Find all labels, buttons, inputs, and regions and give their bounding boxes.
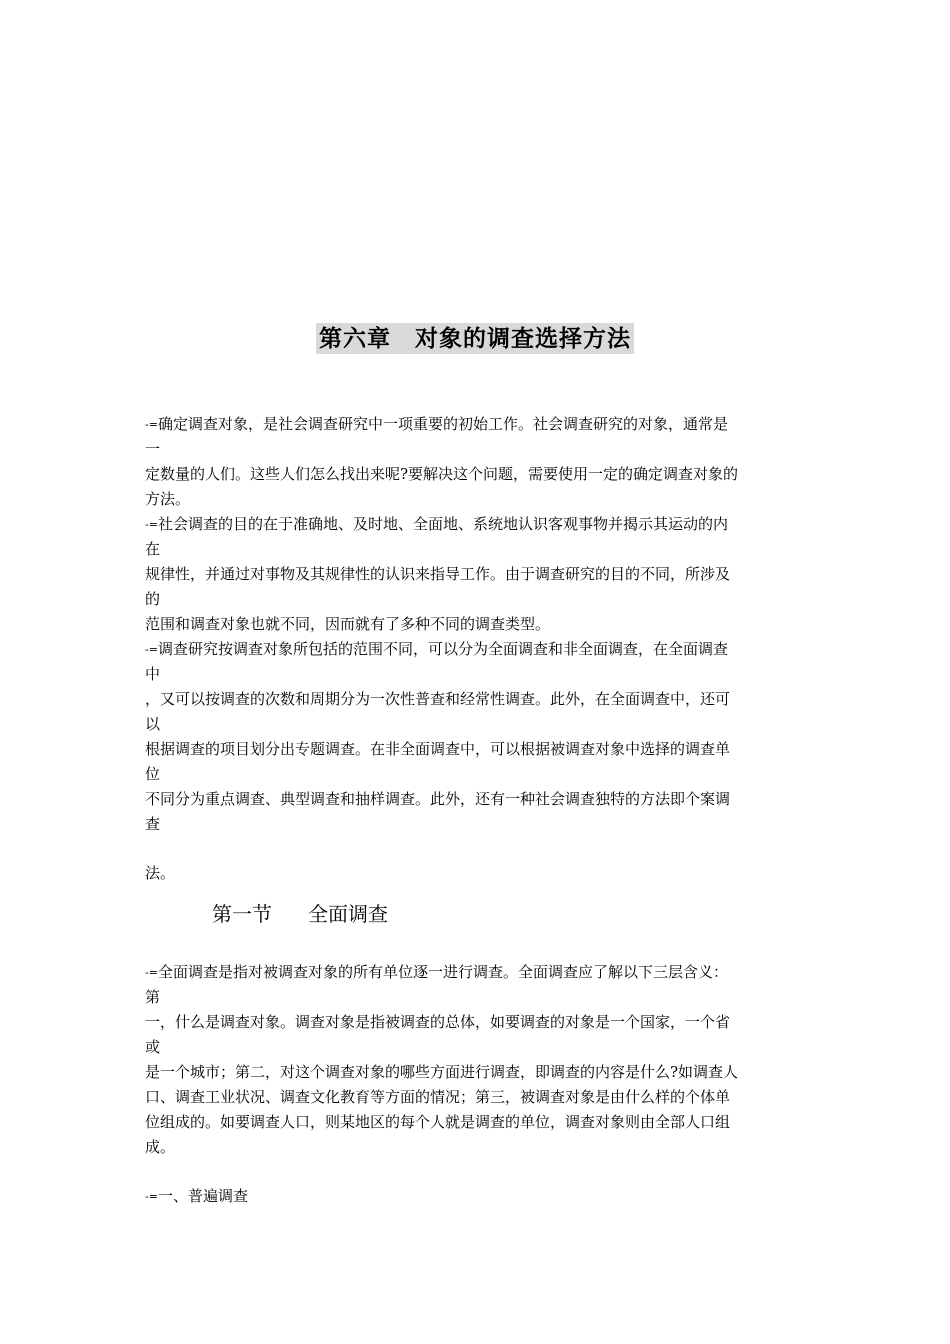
subheading-text: 一、普遍调查 — [157, 1187, 248, 1205]
paragraph-4-line-5: 是一个城市；第二，对这个调查对象的哪些方面进行调查，即调查的内容是什么?如调查人 — [145, 1063, 739, 1081]
paragraph-3-line-9: 法。 — [145, 864, 176, 882]
section-name: 全面调查 — [308, 902, 388, 926]
paragraph-2-line-3: 规律性，并通过对事物及其规律性的认识来指导工作。由于调查研究的目的不同，所涉及 — [145, 565, 731, 583]
paragraph-4-line-2: 第 — [145, 988, 161, 1006]
paragraph-marker: -= — [145, 966, 158, 979]
paragraph-4-line-7: 位组成的。如要调查人口，则某地区的每个人就是调查的单位，调查对象则由全部人口组 — [145, 1113, 731, 1131]
paragraph-1-line-4: 方法。 — [145, 490, 191, 508]
paragraph-2-line-5: 范围和调查对象也就不同，因而就有了多种不同的调查类型。 — [145, 615, 551, 633]
paragraph-1-line-3: 定数量的人们。这些人们怎么找出来呢?要解决这个问题，需要使用一定的确定调查对象的 — [145, 465, 739, 483]
paragraph-marker: -= — [145, 418, 158, 431]
chapter-title-text: 第六章 对象的调查选择方法 — [316, 323, 634, 354]
paragraph-marker: -= — [145, 1190, 158, 1203]
paragraph-3-line-5: 根据调查的项目划分出专题调查。在非全面调查中，可以根据被调查对象中选择的调查单 — [145, 740, 731, 758]
paragraph-3-line-8: 查 — [145, 815, 161, 833]
paragraph-1-line-1: -=确定调查对象，是社会调查研究中一项重要的初始工作。社会调查研究的对象，通常是 — [145, 415, 728, 433]
chapter-title — [0, 320, 950, 353]
paragraph-4-line-4: 或 — [145, 1038, 161, 1056]
paragraph-3-line-2: 中 — [145, 665, 161, 683]
paragraph-marker: -= — [145, 518, 158, 531]
paragraph-2-line-1: -=社会调查的目的在于准确地、及时地、全面地、系统地认识客观事物并揭示其运动的内 — [145, 515, 728, 533]
paragraph-4-line-3: 一，什么是调查对象。调查对象是指被调查的总体，如要调查的对象是一个国家，一个省 — [145, 1013, 731, 1031]
paragraph-4-line-8: 成。 — [145, 1138, 176, 1156]
subheading — [145, 1186, 248, 1207]
paragraph-4-line-1: -=全面调查是指对被调查对象的所有单位逐一进行调查。全面调查应了解以下三层含义： — [145, 963, 728, 981]
paragraph-4-line-6: 口、调查工业状况、调查文化教育等方面的情况；第三，被调查对象是由什么样的个体单 — [145, 1088, 731, 1106]
paragraph-3-line-3: ，又可以按调查的次数和周期分为一次性普查和经常性调查。此外，在全面调查中，还可 — [145, 690, 731, 708]
paragraph-1-line-2: 一 — [145, 440, 161, 458]
paragraph-3-line-4: 以 — [145, 715, 161, 733]
section-heading — [212, 898, 388, 927]
paragraph-3-line-7: 不同分为重点调查、典型调查和抽样调查。此外，还有一种社会调查独特的方法即个案调 — [145, 790, 731, 808]
paragraph-marker: -= — [145, 643, 158, 656]
paragraph-3-line-1: -=调查研究按调查对象所包括的范围不同，可以分为全面调查和非全面调查，在全面调查 — [145, 640, 728, 658]
section-number: 第一节 — [212, 902, 272, 926]
paragraph-2-line-2: 在 — [145, 540, 161, 558]
paragraph-2-line-4: 的 — [145, 590, 161, 608]
paragraph-3-line-6: 位 — [145, 765, 161, 783]
